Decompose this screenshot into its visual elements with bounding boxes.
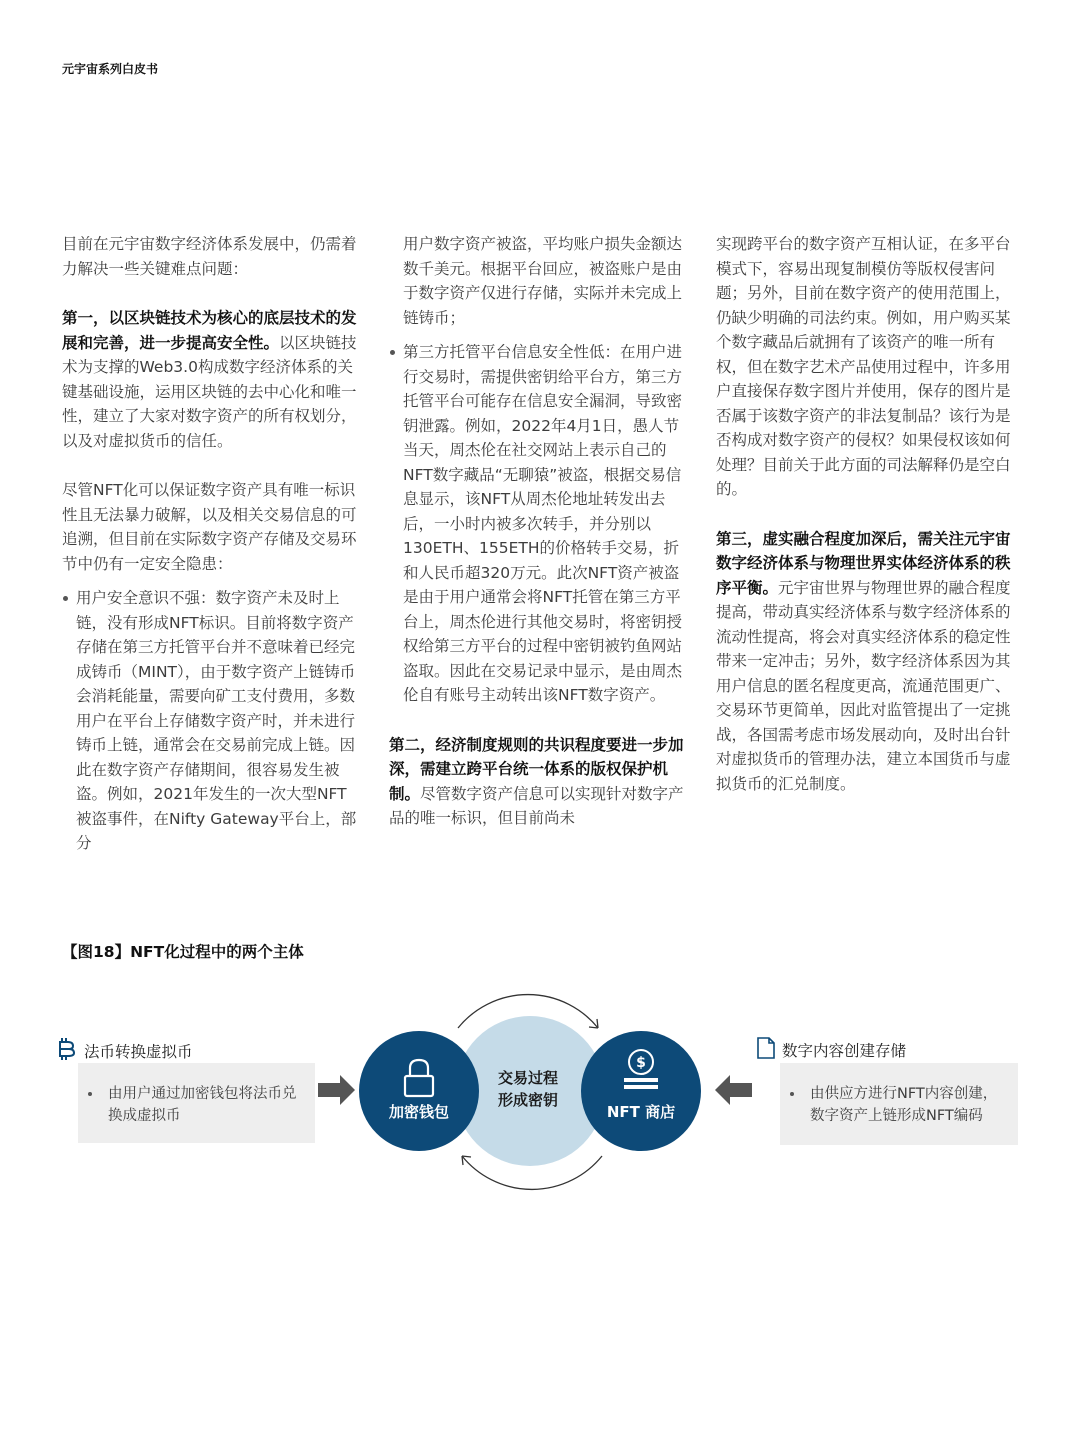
right-inbound-arrow [715, 1075, 752, 1105]
left-subject-title: 法币转换虚拟币 [84, 1043, 193, 1061]
point-three-heading: 第三，虚实融合程度加深后，需关注元宇宙数字经济体系与物理世界实体经济体系的秩序平衡。 [716, 529, 1011, 597]
point-three-text: 元宇宙世界与物理世界的融合程度提高，带动真实经济体系与数字经济体系的流动性提高，将会对真实经济体系的稳定性带来一定冲击；另外，数字经济体系因为其用户信息的匿名程度更高，流通范围更广、交易环节更简单，因此对监管提出了一定挑战，各国需考虑市场发展动向，及时出台针对虚拟货币的管理办法，建立本国货币与虚拟货币的汇兑制度。 [716, 578, 1011, 793]
point-one-heading: 第一，以区块链技术为核心的底层技术的发展和完善，进一步提高安全性。 [62, 309, 357, 352]
wallet-label: 加密钱包 [388, 1103, 450, 1121]
point-two-heading: 第二，经济制度规则的共识程度要进一步加深，需建立跨平台统一体系的版权保护机制。 [389, 735, 684, 803]
bullet-third-party-platform: 第三方托管平台信息安全性低：在用户进行交易时，需提供密钥给平台方，第三方托管平台可能存在信息安全漏洞，导致密钥泄露。例如，2022年4月1日，愚人节当天，周杰伦在社交网站上表示自己的NFT数字藏品“无聊猿”被盗，根据交易信息显示，该NFT从周杰伦地址转发出去后，一小时内被多次转手，并分别以130ETH、155ETH的价格转手交易，折和人民币超320万元。此次NFT资产被盗是由于用户通常会将NFT托管在第三方平台上，周杰伦进行其他交易时，将密钥授权给第三方平台的过程中密钥被钓鱼网站盗取。因此在交易记录中显示，是由周杰伦自有账号主动转出该NFT数字资产。 [389, 340, 687, 708]
right-subject-title: 数字内容创建存储 [782, 1042, 907, 1060]
bullet-continuation: 用户数字资产被盗，平均账户损失金额达数千美元。根据平台回应，被盗账户是由于数字资产仅进行存储，实际并未完成上链铸币； [403, 235, 683, 327]
bullet-user-awareness: 用户安全意识不强：数字资产未及时上链，没有形成NFT标识。目前将数字资产存储在第三方托管平台并不意味着已经完成铸币（MINT），由于数字资产上链铸币会消耗能量，需要向矿工支付费用，多数用户在平台上存储数字资产时，并未进行铸币上链，通常会在交易前完成上链。因此在数字资产存储期间，很容易发生被盗。例如，2021年发生的一次大型NFT被盗事件，在Nifty Gateway平台上，部分 [62, 586, 360, 856]
point-two-text: 尽管数字资产信息可以实现针对数字产品的唯一标识，但目前尚未 [389, 784, 684, 827]
nft-store-label: NFT 商店 [606, 1103, 676, 1121]
transaction-label-line1: 交易过程 [497, 1069, 559, 1087]
svg-text:$: $ [636, 1055, 646, 1071]
nft-security-paragraph: 尽管NFT化可以保证数字资产具有唯一标识性且无法暴力破解，以及相关交易信息的可追溯，但目前在实际数字资产存储及交易环节中仍有一定安全隐患： [62, 481, 357, 573]
intro-paragraph: 目前在元宇宙数字经济体系发展中，仍需着力解决一些关键难点问题： [62, 235, 357, 278]
right-subject-bullet: 由供应方进行NFT内容创建，数字资产上链形成NFT编码 [810, 1083, 1002, 1127]
wallet-circle [359, 1031, 479, 1151]
transaction-label-line2: 形成密钥 [497, 1091, 559, 1109]
document-header: 元宇宙系列白皮书 [62, 62, 159, 76]
left-inbound-arrow [318, 1075, 355, 1105]
figure-title: 【图18】NFT化过程中的两个主体 [62, 943, 304, 961]
copyright-continuation: 实现跨平台的数字资产互相认证，在多平台模式下，容易出现复制模仿等版权侵害问题；另外，目前在数字资产的使用范围上，仍缺少明确的司法约束。例如，用户购买某个数字藏品后就拥有了该资产的唯一所有权，但在数字艺术产品使用过程中，许多用户直接保存数字图片并使用，保存的图片是否属于该数字资产的非法复制品？该行为是否构成对数字资产的侵权？如果侵权该如何处理？目前关于此方面的司法解释仍是空白的。 [716, 235, 1011, 498]
left-subject-bullet: 由用户通过加密钱包将法币兑换成虚拟币 [108, 1083, 299, 1127]
point-one-text: 以区块链技术为支撑的Web3.0构成数字经济体系的关键基础设施，运用区块链的去中心化和唯一性，建立了大家对数字资产的所有权划分，以及对虚拟货币的信任。 [62, 333, 357, 450]
